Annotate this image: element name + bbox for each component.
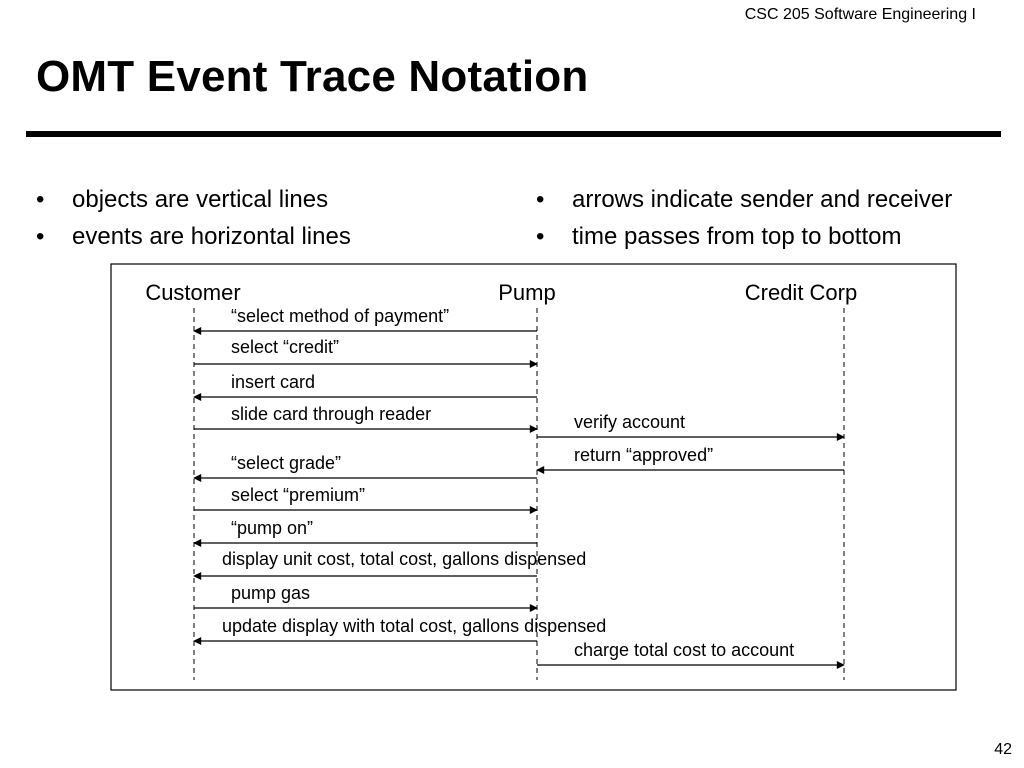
event-label: “pump on” [231,518,314,538]
event-6 [537,445,844,470]
event-5 [537,412,844,437]
event-label: “select grade” [231,453,342,473]
event-7 [194,453,537,478]
event-11 [194,583,537,608]
event-label: display unit cost, total cost, gallons dispensed [222,549,587,569]
bullet-item: • events are horizontal lines [34,222,351,259]
event-3 [194,372,537,397]
event-13 [537,640,844,665]
course-title: CSC 205 Software Engineering I [744,6,976,23]
event-9 [194,518,537,543]
event-label: verify account [574,412,686,432]
event-label: update display with total cost, gallons dispensed [222,616,607,636]
event-10 [194,549,586,576]
bullet-item: • objects are vertical lines [34,185,351,222]
page-number: 42 [994,741,1012,758]
object-label-credit-corp: Credit Corp [744,280,858,305]
bullet-item: • arrows indicate sender and receiver [534,185,952,222]
event-label: return “approved” [574,445,714,465]
event-label: select “credit” [231,337,340,357]
object-label-customer: Customer [145,280,241,305]
event-12 [194,616,606,641]
event-label: slide card through reader [231,404,432,424]
event-label: pump gas [231,583,311,603]
event-label: charge total cost to account [574,640,795,660]
slide-title: OMT Event Trace Notation [36,52,589,101]
event-label: insert card [231,372,316,392]
bullet-item: • time passes from top to bottom [534,222,952,259]
object-label-pump: Pump [498,280,556,305]
event-label: “select method of payment” [231,306,450,326]
event-8 [194,485,537,510]
event-4 [194,404,537,429]
event-label: select “premium” [231,485,366,505]
event-1 [194,306,537,331]
events-layer [194,306,844,665]
event-2 [194,337,537,364]
